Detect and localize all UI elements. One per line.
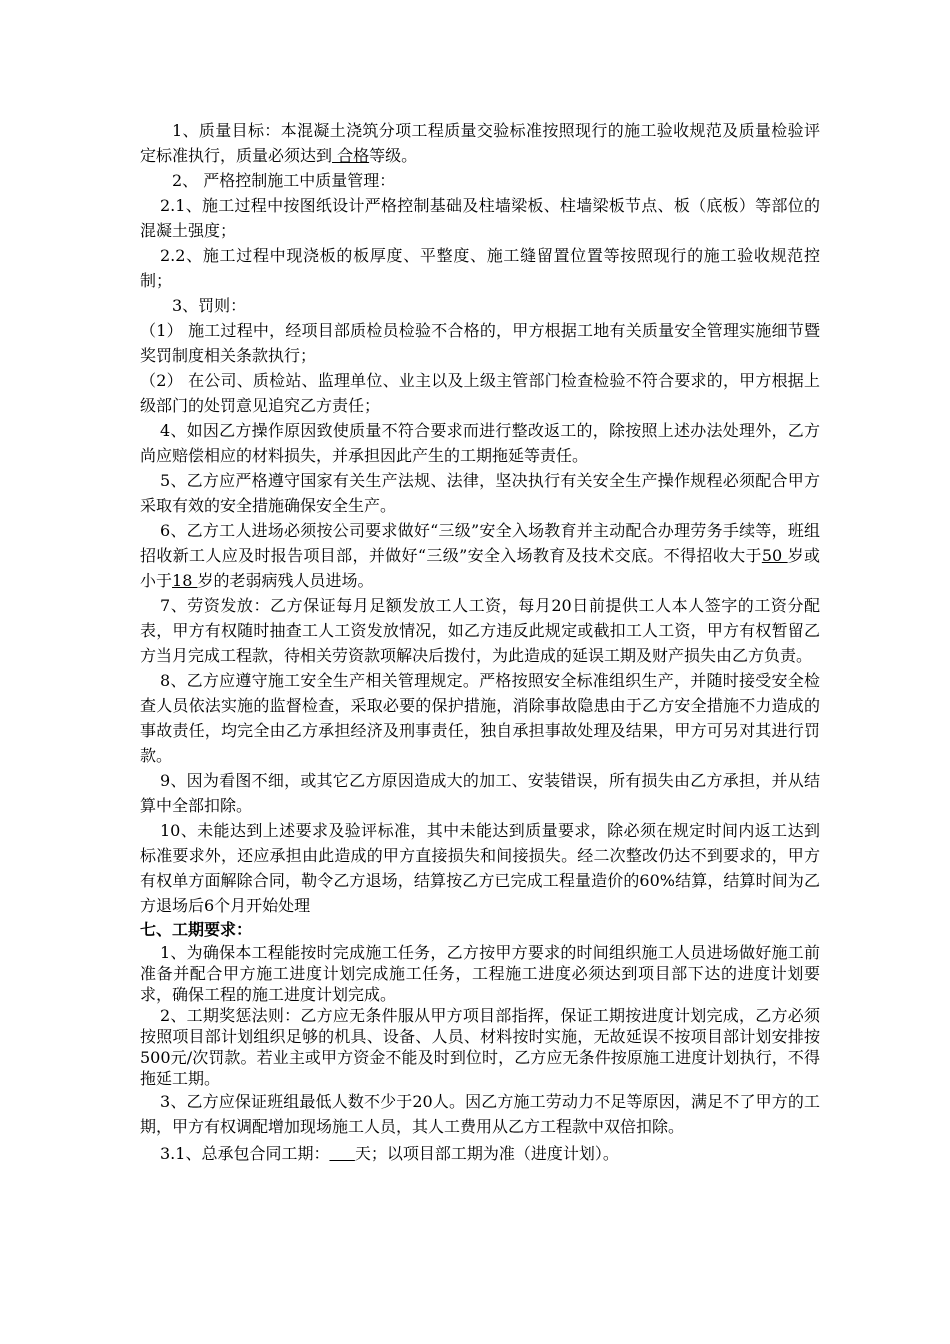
paragraph-4: 4、如因乙方操作原因致使质量不符合要求而进行整改返工的，除按照上述办法处理外，乙方尚应赔偿相应的材料损失，并承担因此产生的工期拖延等责任。 — [140, 421, 820, 465]
paragraph-10: 10、未能达到上述要求及验评标准，其中未能达到质量要求，除必须在规定时间内返工达到标准要求外，还应承担由此造成的甲方直接损失和间接损失。经二次整改仍达不到要求的，甲方有权单方面解除合同，勒令乙方退场，结算按乙方已完成工程量造价的60%结算，结算时间为乙方退场后6个月开始处理 — [140, 821, 820, 915]
paragraph-schedule-3: 3、乙方应保证班组最低人数不少于20人。因乙方施工劳动力不足等原因，满足不了甲方的工期，甲方有权调配增加现场施工人员，其人工费用从乙方工程款中双倍扣除。 — [140, 1092, 820, 1136]
paragraph-penalty-2: （2） 在公司、质检站、监理单位、业主以及上级主管部门检查检验不符合要求的，甲方根据上级部门的处罚意见追究乙方责任； — [140, 371, 820, 415]
blank-days — [329, 1144, 354, 1163]
paragraph-9: 9、因为看图不细，或其它乙方原因造成大的加工、安装错误，所有损失由乙方承担，并从结算中全部扣除。 — [140, 771, 820, 815]
underlined-value: 50 — [761, 546, 788, 565]
paragraph-quality-goal — [140, 118, 820, 168]
paragraph-8: 8、乙方应遵守施工安全生产相关管理规定。严格按照安全标准组织生产，并随时接受安全检查人员依法实施的监督检查，采取必要的保护措施，消除事故隐患由于乙方安全措施不力造成的事故责任，均完全由乙方承担经济及刑事责任，独自承担事故处理及结果，甲方可另对其进行罚款。 — [140, 671, 820, 765]
document-body — [140, 118, 820, 1166]
section-heading-schedule: 七、工期要求： — [140, 920, 253, 939]
paragraph-schedule-3-1 — [140, 1141, 820, 1166]
text: 岁或小于 — [140, 546, 820, 590]
paragraph-schedule-1: 1、为确保本工程能按时完成施工任务，乙方按甲方要求的时间组织施工人员进场做好施工前准备并配合甲方施工进度计划完成施工任务，工程施工进度必须达到项目部下达的进度计划要求，确保工程的施工进度计划完成。 — [140, 943, 820, 1004]
text: 岁的老弱病残人员进场。 — [197, 571, 374, 590]
paragraph-penalties: 3、罚则： — [172, 296, 247, 315]
paragraph-6 — [140, 518, 820, 593]
paragraph-2-2: 2.2、施工过程中现浇板的板厚度、平整度、施工缝留置位置等按照现行的施工验收规范控制； — [140, 246, 820, 290]
text: 3.1、总承包合同工期： — [160, 1144, 330, 1163]
paragraph-5: 5、乙方应严格遵守国家有关生产法规、法律，坚决执行有关安全生产操作规程必须配合甲方采取有效的安全措施确保安全生产。 — [140, 471, 820, 515]
text: 等级。 — [369, 146, 418, 165]
text: 1、质量目标：本混凝土浇筑分项工程质量交验标准按照现行的施工验收规范及质量检验评定标准执行，质量必须达到 — [140, 121, 820, 165]
paragraph-7: 7、劳资发放：乙方保证每月足额发放工人工资，每月20日前提供工人本人签字的工资分配表，甲方有权随时抽查工人工资发放情况，如乙方违反此规定或截扣工人工资，甲方有权暂留乙方当月完成工程款，待相关劳资款项解决后拨付，为此造成的延误工期及财产损失由乙方负责。 — [140, 596, 820, 665]
paragraph-quality-control: 2、 严格控制施工中质量管理： — [172, 171, 396, 190]
text: 天；以项目部工期为准（进度计划）。 — [354, 1144, 619, 1163]
text: 6、乙方工人进场必须按公司要求做好“三级”安全入场教育并主动配合办理劳务手续等，班组招收新工人应及时报告项目部，并做好“三级”安全入场教育及技术交底。不得招收大于 — [140, 521, 820, 565]
underlined-value: 18 — [172, 571, 198, 590]
paragraph-2-1: 2.1、施工过程中按图纸设计严格控制基础及柱墙梁板、柱墙梁板节点、板（底板）等部位的混凝土强度； — [140, 196, 820, 240]
paragraph-penalty-1: （1） 施工过程中，经项目部质检员检验不合格的，甲方根据工地有关质量安全管理实施细节暨奖罚制度相关条款执行； — [140, 321, 820, 365]
paragraph-schedule-2: 2、工期奖惩法则：乙方应无条件服从甲方项目部指挥，保证工期按进度计划完成，乙方必须按照项目部计划组织足够的机具、设备、人员、材料按时实施，无故延误不按项目部计划安排按500元/次罚款。若业主或甲方资金不能及时到位时，乙方应无条件按原施工进度计划执行，不得拖延工期。 — [140, 1006, 820, 1088]
underlined-value: 合格 — [332, 146, 370, 165]
